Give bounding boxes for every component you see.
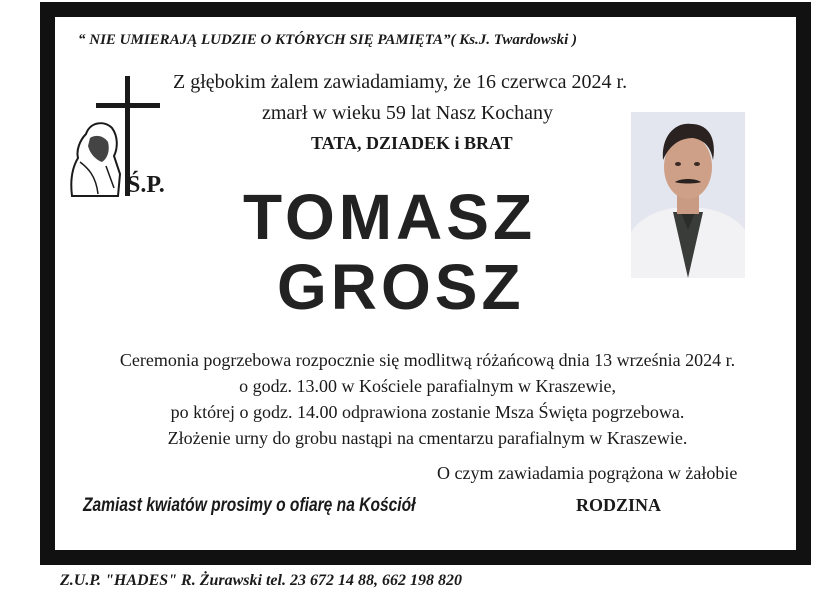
deceased-portrait-photo (631, 112, 745, 278)
ceremony-line-3: po której o godz. 14.00 odprawiona zostanie Msza Święta pogrzebowa. (170, 402, 685, 422)
ceremony-line-2: o godz. 13.00 w Kościele parafialnym w Kraszewie, (239, 376, 616, 396)
family-signature: RODZINA (576, 495, 662, 515)
motto-quote: “ NIE UMIERAJĄ LUDZIE O KTÓRYCH SIĘ PAMIĘTA”( Ks.J. Twardowski ) (78, 32, 577, 48)
ceremony-line-1: Ceremonia pogrzebowa rozpocznie się modlitwą różańcową dnia 13 września 2024 r. (119, 350, 736, 370)
announcement-line-1: Z głębokim żalem zawiadamiamy, że 16 czerwca 2024 r. (173, 71, 628, 93)
funeral-home-footer: Z.U.P. "HADES" R. Żurawski tel. 23 672 14 88, 662 198 820 (60, 572, 462, 589)
mourning-family-intro: O czym zawiadamia pogrążona w żałobie (437, 463, 738, 483)
deceased-first-name: TOMASZ (243, 181, 537, 253)
announcement-line-2: zmarł w wieku 59 lat Nasz Kochany (262, 102, 554, 124)
ceremony-line-4: Złożenie urny do grobu nastąpi na cmentarzu parafialnym w Kraszewie. (167, 428, 688, 448)
flowers-request-note: Zamiast kwiatów prosimy o ofiarę na Kościół (83, 495, 416, 516)
relation-title: TATA, DZIADEK i BRAT (311, 133, 513, 153)
deceased-last-name: GROSZ (277, 251, 525, 323)
sp-abbreviation: Ś.P. (127, 172, 165, 198)
